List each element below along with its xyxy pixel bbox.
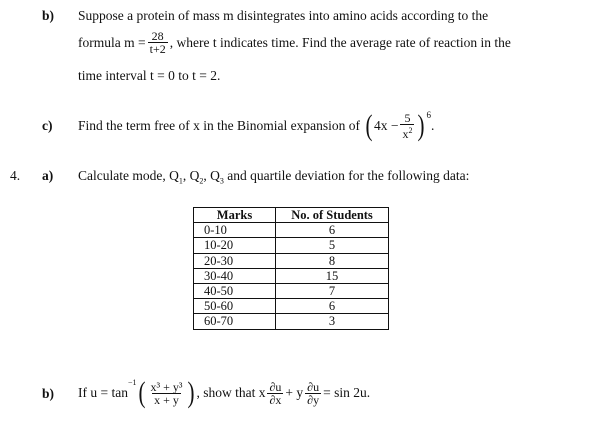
- left-paren: (: [365, 109, 373, 142]
- q4b-inverse: −1: [127, 378, 137, 387]
- q3c-expr-term: 4x −: [373, 118, 399, 133]
- q4b-fraction: [149, 381, 185, 406]
- header-marks: Marks: [194, 208, 276, 223]
- table-row: [194, 268, 389, 283]
- formula-prefix: formula m =: [78, 34, 146, 50]
- marks-cell: 50-60: [194, 299, 276, 314]
- marks-cell: 0-10: [194, 223, 276, 238]
- q3c-label: c): [42, 118, 53, 133]
- q4b-mid: , show that x: [196, 385, 266, 400]
- q4b-denominator: x + y: [154, 392, 179, 407]
- marks-cell: 30-40: [194, 268, 276, 283]
- q4b-end: = sin 2u.: [323, 385, 371, 400]
- marks-cell: 60-70: [194, 314, 276, 329]
- table-row: [194, 223, 389, 238]
- q4-number: 4.: [10, 168, 21, 183]
- q3c-line: [78, 108, 434, 144]
- left-paren: (: [138, 376, 145, 409]
- q3b-formula-line: [78, 30, 511, 55]
- students-cell: 15: [276, 268, 389, 283]
- right-paren: ): [187, 376, 195, 409]
- students-cell: 6: [276, 223, 389, 238]
- q4b-line: [78, 370, 370, 416]
- q4b-prefix: If u = tan: [78, 385, 128, 400]
- students-cell: 6: [276, 299, 389, 314]
- q3c-end: .: [430, 118, 435, 133]
- q4b-numerator: x³ + y³: [150, 379, 183, 394]
- q3c-fraction-num: 5: [404, 111, 411, 125]
- students-cell: 8: [276, 253, 389, 268]
- q3c-power: 6: [426, 110, 431, 120]
- right-paren: ): [417, 109, 425, 142]
- formula-denominator: t+2: [149, 42, 166, 56]
- table-row: [194, 314, 389, 329]
- partial-u-y: $\frac{\partial u}{\partial y}$: [307, 379, 320, 407]
- header-students: No. of Students: [276, 208, 389, 223]
- students-cell: 5: [276, 238, 389, 253]
- partial-u-x: $\frac{\partial u}{\partial x}$: [269, 379, 282, 407]
- data-table-wrap: [193, 207, 389, 330]
- table-row: [194, 299, 389, 314]
- q3c-fraction: [400, 112, 414, 140]
- formula-fraction: [148, 30, 168, 55]
- q3b-line1: Suppose a protein of mass m disintegrates into amino acids according to the: [78, 8, 489, 23]
- table-row: [194, 283, 389, 298]
- marks-cell: 10-20: [194, 238, 276, 253]
- q4a-label: a): [42, 168, 54, 183]
- marks-cell: 20-30: [194, 253, 276, 268]
- marks-cell: 40-50: [194, 283, 276, 298]
- table-header-row: [194, 208, 389, 223]
- table-row: [194, 238, 389, 253]
- q4a-text: Calculate mode, $Q_1$, $Q_2$, $Q_3$ and quartile deviation for the following data:: [78, 168, 470, 186]
- table-row: [194, 253, 389, 268]
- formula-suffix: , where t indicates time. Find the average rate of reaction in the: [169, 34, 511, 50]
- q3c-den-power: 2: [408, 126, 413, 135]
- q3b-line3: time interval t = 0 to t = 2.: [78, 68, 221, 83]
- q3c-text: Find the term free of x in the Binomial expansion of: [78, 118, 360, 133]
- students-cell: 3: [276, 314, 389, 329]
- q3b-label: b): [42, 8, 55, 23]
- formula-numerator: 28: [151, 29, 164, 43]
- q3c-fraction-den: $x^2$: [402, 126, 413, 141]
- data-table: [193, 207, 389, 330]
- students-cell: 7: [276, 283, 389, 298]
- q4b-plus: + y: [285, 385, 304, 400]
- q4b-label: b): [42, 386, 55, 401]
